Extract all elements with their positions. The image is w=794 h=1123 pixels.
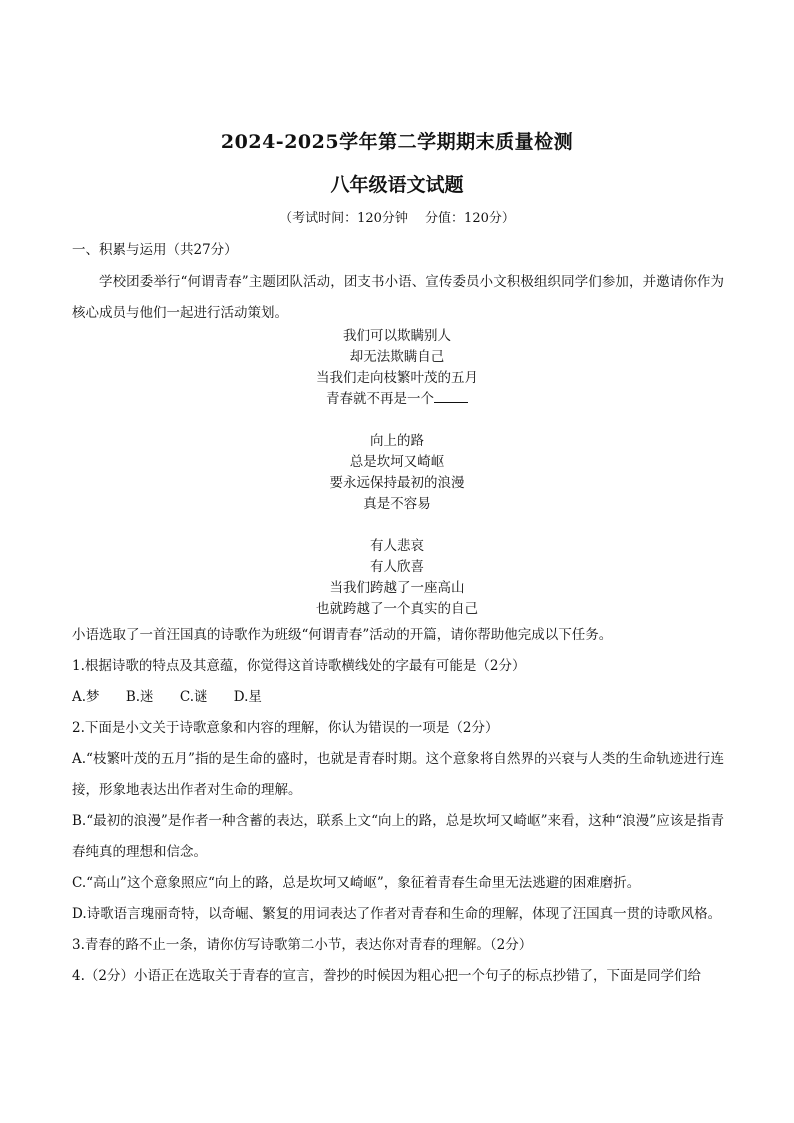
poem-line: 真是不容易	[363, 496, 431, 512]
option-c: C.谜	[179, 689, 208, 705]
poem-line: 总是坎坷又崎岖	[349, 454, 445, 470]
poem-line: 向上的路	[370, 433, 424, 449]
poem-line: 当我们走向枝繁叶茂的五月	[316, 370, 478, 386]
question-3: 3.青春的路不止一条，请你仿写诗歌第二小节，表达你对青春的理解。（2分）	[72, 937, 533, 953]
poem-stanza-2	[0, 431, 794, 515]
intro-paragraph: 学校团委举行“何谓青春”主题团队活动，团支书小语、宣传委员小文积极组织同学们参加，并邀请你作为核心成员与他们一起进行活动策划。	[72, 274, 724, 321]
section-heading: 一、积累与运用（共27分）	[72, 242, 238, 258]
poem-line-text: 青春就不再是一个	[326, 391, 434, 407]
answer-blank	[434, 389, 468, 403]
poem-stanza-1	[0, 326, 794, 410]
poem-line: 要永远保持最初的浪漫	[329, 475, 465, 491]
poem-stanza-3	[0, 536, 794, 620]
poem-line: 也就跨越了一个真实的自己	[316, 601, 478, 617]
question-2: 2.下面是小文关于诗歌意象和内容的理解，你认为错误的一项是（2分）	[72, 720, 499, 736]
question-1: 1.根据诗歌的特点及其意蕴，你觉得这首诗歌横线处的字最有可能是（2分）	[72, 658, 526, 674]
question-1-options	[72, 682, 724, 713]
question-2-option-d: D.诗歌语言瑰丽奇特，以奇崛、繁复的用词表达了作者对青春和生命的理解，体现了汪国真一贯的诗歌风格。	[72, 906, 722, 922]
poem-line: 有人悲哀	[370, 538, 424, 554]
page-title: 2024-2025学年第二学期期末质量检测	[220, 131, 574, 153]
poem-line: 却无法欺瞒自己	[349, 349, 445, 365]
question-2-option-c: C.“高山”这个意象照应“向上的路，总是坎坷又崎岖”，象征着青春生命里无法逃避的困难磨折。	[72, 875, 641, 891]
question-2-option-a: A.“枝繁叶茂的五月”指的是生命的盛时，也就是青春时期。这个意象将自然界的兴衰与人类的生命轨迹进行连接，形象地表达出作者对生命的理解。	[72, 751, 724, 798]
option-b: B.迷	[125, 689, 154, 705]
question-2-option-b: B.“最初的浪漫”是作者一种含蓄的表达，联系上文“向上的路，总是坎坷又崎岖”来看，这种“浪漫”应该是指青春纯真的理想和信念。	[72, 813, 724, 860]
poem	[0, 326, 794, 641]
task-lead: 小语选取了一首汪国真的诗歌作为班级“何谓青春”活动的开篇，请你帮助他完成以下任务。	[72, 627, 613, 643]
exam-info: （考试时间：120分钟 分值：120分）	[279, 211, 515, 226]
poem-line-with-blank	[0, 389, 794, 410]
poem-line: 当我们跨越了一座高山	[329, 580, 465, 596]
questions	[72, 620, 724, 992]
option-a: A.梦	[72, 689, 100, 705]
poem-line: 有人欣喜	[370, 559, 424, 575]
question-4: 4.（2分）小语正在选取关于青春的宣言，誊抄的时候因为粗心把一个句子的标点抄错了，下面是同学们给	[72, 968, 701, 984]
option-d: D.星	[233, 689, 262, 705]
page-subtitle: 八年级语文试题	[330, 174, 464, 196]
poem-line: 我们可以欺瞒别人	[343, 328, 451, 344]
